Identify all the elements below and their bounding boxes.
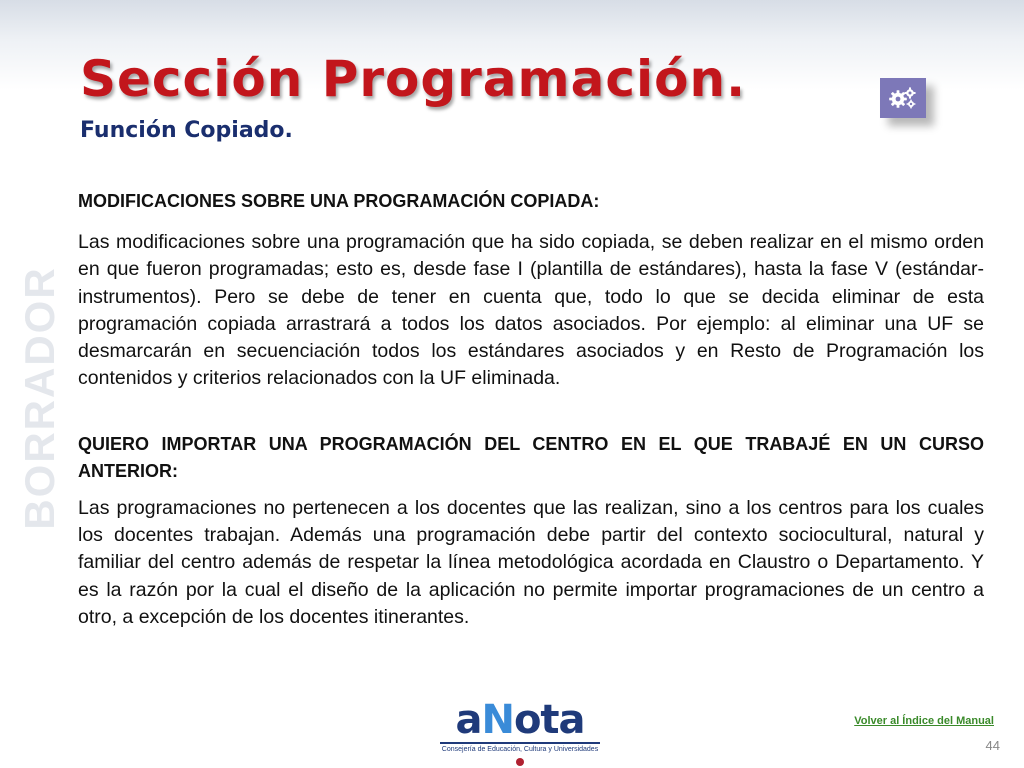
back-to-manual-index-link[interactable]: Volver al Índice del Manual [854, 715, 994, 727]
draft-watermark: BORRADOR [16, 266, 63, 530]
logo-wordmark [440, 697, 600, 743]
logo-wordmark-n: N [481, 697, 514, 743]
section-body-import: Las programaciones no pertenecen a los docentes que las realizan, sino a los centros para los cuales los docentes trabajan. Además una programación debe partir del contexto sociocultural, natural y familiar del centro además de respetar la línea metodológica acordada en Claustro o Departamento. Y es la razón por la cual el diseño de la aplicación no permite importar programaciones de un centro a otro, a excepción de los docentes itinerantes. [78, 496, 984, 628]
logo-wordmark-a: a [455, 697, 482, 743]
gears-icon [880, 78, 926, 118]
page-number: 44 [985, 738, 1000, 753]
page-subtitle: Función Copiado. [80, 118, 293, 143]
logo-wordmark-ota: ota [513, 697, 585, 743]
main-content [78, 188, 984, 631]
section-body-modifications: Las modificaciones sobre una programación que ha sido copiada, se deben realizar en el mismo orden en que fueron programadas; esto es, desde fase I (plantilla de estándares), hasta la fase V (estándar-instrumentos). Pero se debe de tener en cuenta que, todo lo que se decida eliminar de esta programación copiada arrastrará a todos los datos asociados. Por ejemplo: al eliminar una UF se desmarcarán en secuenciación todos los estándares asociados y en Resto de Programación los contenidos y criterios relacionados con la UF eliminada. [78, 231, 984, 390]
seal-icon [516, 758, 524, 766]
page-title: Sección Programación. [80, 50, 747, 108]
logo-caption: Consejería de Educación, Cultura y Universidades [440, 742, 600, 754]
anota-logo [440, 697, 600, 762]
section-heading-modifications: MODIFICACIONES SOBRE UNA PROGRAMACIÓN COPIADA: [78, 191, 600, 211]
section-heading-import: QUIERO IMPORTAR UNA PROGRAMACIÓN DEL CENTRO EN EL QUE TRABAJÉ EN UN CURSO ANTERIOR: [78, 433, 984, 481]
